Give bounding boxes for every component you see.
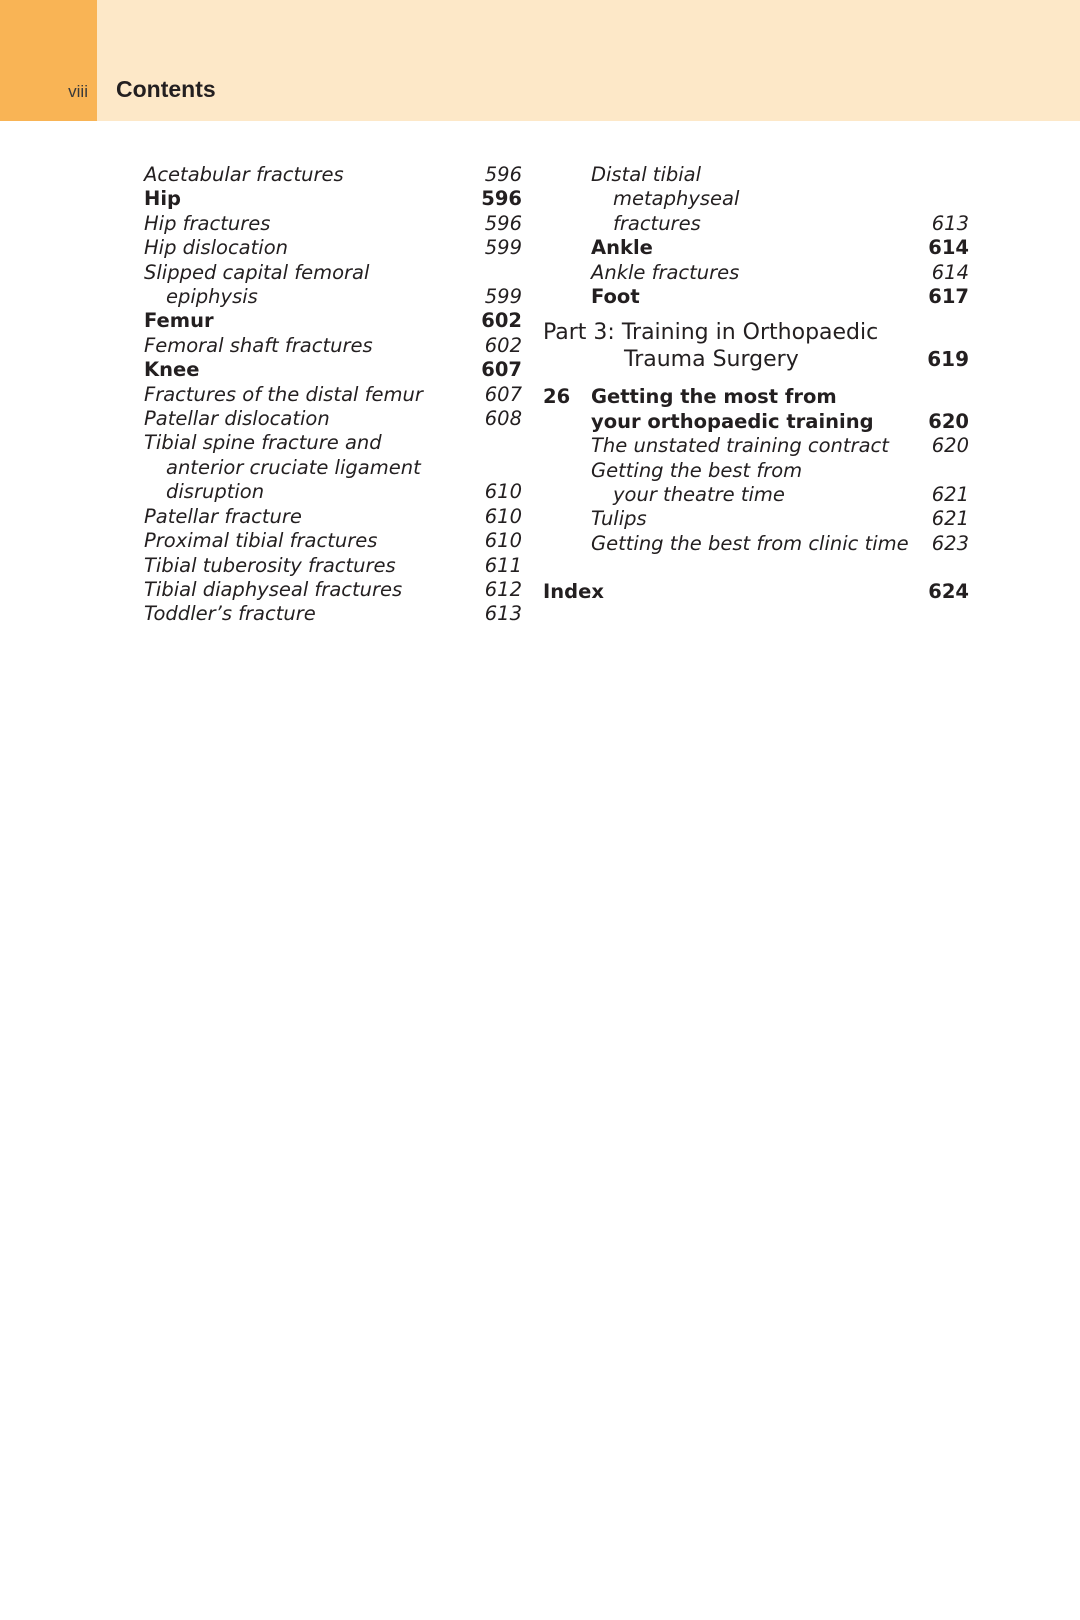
toc-entry[interactable] [144,554,522,578]
entry-label: Distal tibial metaphyseal fractures [591,163,740,235]
entry-label: Slipped capital femoral epiphysis [144,260,370,309]
entry-page: 612 [484,577,522,601]
running-head-title: Contents [116,76,216,102]
toc-entry[interactable] [543,459,969,508]
section-label: Femur [144,309,214,333]
chapter-page: 620 [928,409,969,433]
toc-entry[interactable] [144,505,522,529]
entry-page: 599 [484,236,522,260]
entry-page: 596 [484,163,522,186]
section-label: Foot [591,285,640,309]
entry-label: Tulips [591,507,647,531]
section-page: 617 [928,285,969,309]
entry-page: 602 [484,333,522,357]
toc-entry[interactable] [144,163,522,187]
entry-page: 599 [484,285,522,309]
entry-label: Tibial diaphyseal fractures [144,577,403,601]
entry-page: 596 [484,211,522,235]
toc-entry[interactable] [543,261,969,285]
entry-label: Proximal tibial fractures [144,529,378,553]
chapter-title-entry[interactable] [543,385,969,434]
entry-page: 613 [931,211,969,235]
toc-entry[interactable] [543,434,969,458]
toc-section[interactable] [144,187,522,211]
section-page: 596 [481,187,522,211]
entry-label: Patellar dislocation [144,407,330,431]
toc-section[interactable] [144,309,522,333]
entry-page: 610 [484,504,522,528]
chapter-title: Getting the most from your orthopaedic training [591,385,874,433]
section-page: 602 [481,309,522,333]
section-page: 614 [928,236,969,260]
toc-entry[interactable] [543,163,969,236]
toc-left-column [144,163,522,627]
toc-section[interactable] [144,358,522,382]
toc-entry[interactable] [144,236,522,260]
toc-entry[interactable] [144,602,522,626]
toc-entry[interactable] [144,261,522,310]
entry-page: 613 [484,602,522,626]
toc-entry[interactable] [543,507,969,531]
entry-page: 610 [484,529,522,553]
entry-page: 620 [931,434,969,458]
entry-label: Tibial spine fracture and anterior cruciate ligament disruption [144,431,421,504]
entry-label: Getting the best from clinic time [591,531,909,555]
section-label: Ankle [591,236,653,260]
part-label: Part 3: Training in Orthopaedic Trauma Surgery [543,320,879,373]
section-page: 607 [481,358,522,382]
toc-entry[interactable] [144,578,522,602]
entry-label: Getting the best from your theatre time [591,458,803,507]
entry-page: 611 [484,553,522,577]
toc-entry[interactable] [144,529,522,553]
part-page: 619 [927,347,969,372]
index-label: Index [543,580,604,604]
toc-entry[interactable] [543,532,969,556]
toc-entry[interactable] [144,212,522,236]
section-label: Knee [144,358,200,382]
entry-label: Hip fractures [144,211,271,235]
toc-right-column [543,163,969,605]
entry-page: 608 [484,407,522,431]
entry-label: Toddler’s fracture [144,602,316,626]
entry-label: Ankle fractures [591,260,740,284]
toc-entry[interactable] [144,431,522,504]
toc-entry[interactable] [144,383,522,407]
entry-page: 623 [931,531,969,555]
index-page: 624 [928,580,969,604]
chapter-number: 26 [543,385,571,409]
toc-section[interactable] [543,285,969,309]
entry-label: Hip dislocation [144,236,288,260]
toc-entry[interactable] [144,334,522,358]
entry-page: 607 [484,382,522,406]
page-number: viii [68,82,88,101]
entry-page: 610 [484,480,522,504]
toc-chapter [543,385,969,556]
toc-index[interactable] [543,580,969,604]
entry-page: 614 [931,260,969,284]
header-tab [0,0,97,121]
entry-label: Tibial tuberosity fractures [144,553,396,577]
entry-page: 621 [931,507,969,531]
entry-label: Femoral shaft fractures [144,333,373,357]
entry-label: Fractures of the distal femur [144,382,423,406]
section-label: Hip [144,187,181,211]
toc-part-heading[interactable] [543,319,969,373]
entry-page: 621 [931,483,969,507]
toc-entry[interactable] [144,407,522,431]
entry-label: The unstated training contract [591,434,889,458]
entry-label: Patellar fracture [144,504,302,528]
entry-label: Acetabular fractures [144,163,344,186]
toc-section[interactable] [543,236,969,260]
